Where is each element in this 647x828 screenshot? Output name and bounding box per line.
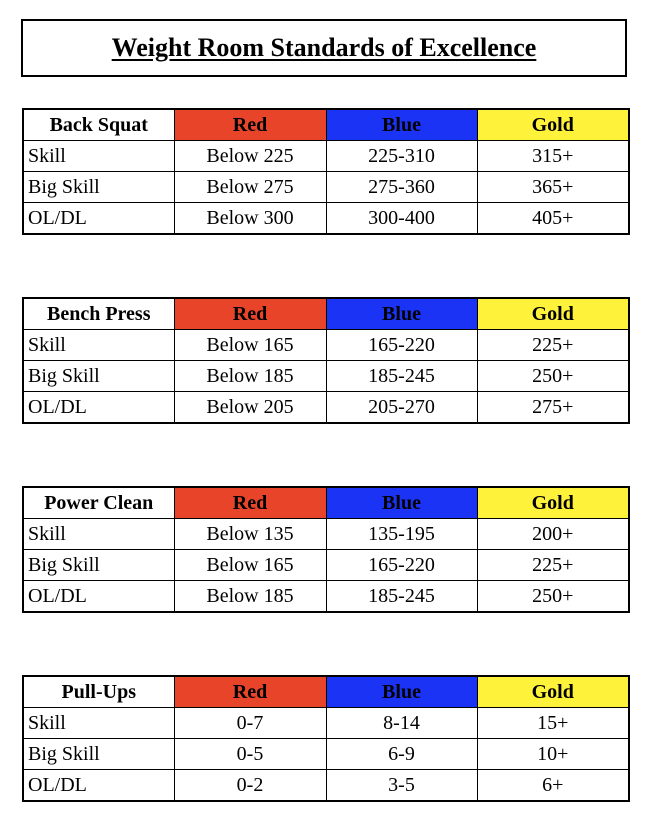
gold-standard: 15+ [477,708,629,739]
red-standard: Below 135 [174,519,326,550]
exercise-name: Bench Press [23,298,174,330]
gold-standard: 250+ [477,581,629,613]
blue-standard: 165-220 [326,330,477,361]
position-label: Big Skill [23,550,174,581]
tier-gold-header: Gold [477,487,629,519]
table-row [23,581,629,613]
blue-standard: 8-14 [326,708,477,739]
blue-standard: 185-245 [326,581,477,613]
title-box [21,19,627,77]
table-header-row [23,109,629,141]
red-standard: Below 205 [174,392,326,424]
gold-standard: 225+ [477,330,629,361]
tier-red-header: Red [174,109,326,141]
position-label: Skill [23,519,174,550]
power-clean-table [22,486,630,613]
blue-standard: 165-220 [326,550,477,581]
red-standard: 0-7 [174,708,326,739]
gold-standard: 275+ [477,392,629,424]
blue-standard: 3-5 [326,770,477,802]
red-standard: Below 165 [174,550,326,581]
table-row [23,141,629,172]
red-standard: Below 185 [174,581,326,613]
table-row [23,172,629,203]
position-label: Skill [23,141,174,172]
gold-standard: 405+ [477,203,629,235]
tier-blue-header: Blue [326,109,477,141]
position-label: Skill [23,708,174,739]
exercise-name: Pull-Ups [23,676,174,708]
red-standard: Below 165 [174,330,326,361]
table-row [23,519,629,550]
gold-standard: 365+ [477,172,629,203]
tier-red-header: Red [174,298,326,330]
exercise-name: Power Clean [23,487,174,519]
blue-standard: 275-360 [326,172,477,203]
red-standard: Below 275 [174,172,326,203]
gold-standard: 6+ [477,770,629,802]
blue-standard: 135-195 [326,519,477,550]
table-row [23,203,629,235]
gold-standard: 315+ [477,141,629,172]
table-row [23,708,629,739]
blue-standard: 300-400 [326,203,477,235]
position-label: Big Skill [23,172,174,203]
table-row [23,770,629,802]
table-header-row [23,487,629,519]
position-label: OL/DL [23,203,174,235]
gold-standard: 225+ [477,550,629,581]
blue-standard: 225-310 [326,141,477,172]
position-label: Big Skill [23,739,174,770]
red-standard: Below 300 [174,203,326,235]
tier-gold-header: Gold [477,298,629,330]
position-label: OL/DL [23,392,174,424]
red-standard: 0-5 [174,739,326,770]
position-label: Skill [23,330,174,361]
pull-ups-table [22,675,630,802]
table-row [23,550,629,581]
position-label: OL/DL [23,581,174,613]
table-row [23,361,629,392]
red-standard: Below 185 [174,361,326,392]
position-label: OL/DL [23,770,174,802]
back-squat-table [22,108,630,235]
bench-press-table [22,297,630,424]
table-row [23,392,629,424]
tier-blue-header: Blue [326,487,477,519]
tier-gold-header: Gold [477,109,629,141]
gold-standard: 10+ [477,739,629,770]
tier-blue-header: Blue [326,676,477,708]
table-header-row [23,676,629,708]
blue-standard: 205-270 [326,392,477,424]
red-standard: Below 225 [174,141,326,172]
exercise-name: Back Squat [23,109,174,141]
tier-gold-header: Gold [477,676,629,708]
blue-standard: 6-9 [326,739,477,770]
red-standard: 0-2 [174,770,326,802]
table-row [23,739,629,770]
position-label: Big Skill [23,361,174,392]
table-header-row [23,298,629,330]
gold-standard: 200+ [477,519,629,550]
blue-standard: 185-245 [326,361,477,392]
tier-red-header: Red [174,487,326,519]
tier-blue-header: Blue [326,298,477,330]
page-title: Weight Room Standards of Excellence [111,33,537,62]
gold-standard: 250+ [477,361,629,392]
table-row [23,330,629,361]
tier-red-header: Red [174,676,326,708]
